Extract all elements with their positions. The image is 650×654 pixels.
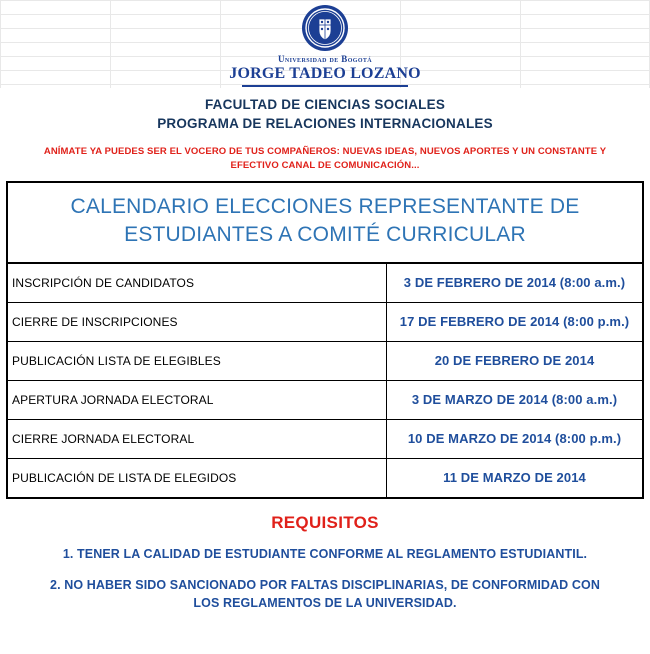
- event-label: CIERRE JORNADA ELECTORAL: [8, 420, 387, 458]
- event-date: 20 DE FEBRERO DE 2014: [434, 353, 595, 369]
- requirements-title: REQUISITOS: [271, 512, 379, 532]
- event-date: 17 DE FEBRERO DE 2014 (8:00 p.m.): [399, 314, 630, 330]
- program-name: PROGRAMA DE RELACIONES INTERNACIONALES: [157, 115, 493, 131]
- event-date: 3 DE MARZO DE 2014 (8:00 a.m.): [411, 392, 618, 408]
- requirement-item-2-line-2: LOS REGLAMENTOS DE LA UNIVERSIDAD.: [193, 596, 457, 611]
- institution-header: [0, 0, 650, 87]
- banner-line-2: EFECTIVO CANAL DE COMUNICACIÓN...: [230, 159, 420, 171]
- table-row: [8, 264, 642, 303]
- university-name: JORGE TADEO LOZANO: [229, 65, 421, 82]
- table-row: [8, 381, 642, 420]
- requirement-item-2-line-1: 2. NO HABER SIDO SANCIONADO POR FALTAS DISCIPLINARIAS, DE CONFORMIDAD CON: [50, 577, 600, 592]
- event-date: 10 DE MARZO DE 2014 (8:00 p.m.): [407, 431, 622, 447]
- event-label: PUBLICACIÓN LISTA DE ELEGIBLES: [8, 342, 387, 380]
- event-date: 3 DE FEBRERO DE 2014 (8:00 a.m.): [403, 275, 626, 291]
- university-seal-icon: [301, 4, 349, 52]
- requirement-item-2: [0, 576, 650, 614]
- table-row: [8, 459, 642, 497]
- event-label: APERTURA JORNADA ELECTORAL: [8, 381, 387, 419]
- faculty-name: FACULTAD DE CIENCIAS SOCIALES: [204, 96, 446, 112]
- table-row: [8, 420, 642, 459]
- requirement-item-1: 1. TENER LA CALIDAD DE ESTUDIANTE CONFORME AL REGLAMENTO ESTUDIANTIL.: [62, 546, 588, 561]
- logo-underline: [242, 85, 408, 87]
- calendar-title-line-2: ESTUDIANTES A COMITÉ CURRICULAR: [124, 223, 526, 247]
- table-row: [8, 303, 642, 342]
- table-row: [8, 342, 642, 381]
- event-label: PUBLICACIÓN DE LISTA DE ELEGIDOS: [8, 459, 387, 497]
- university-descriptor: Universidad de Bogotá: [277, 54, 373, 64]
- banner-line-1: ANÍMATE YA PUEDES SER EL VOCERO DE TUS COMPAÑEROS: NUEVAS IDEAS, NUEVOS APORTES Y UN CONSTANTE Y: [43, 145, 607, 157]
- calendar-title-line-1: CALENDARIO ELECCIONES REPRESENTANTE DE: [70, 195, 580, 219]
- event-label: INSCRIPCIÓN DE CANDIDATOS: [8, 264, 387, 302]
- event-label: CIERRE DE INSCRIPCIONES: [8, 303, 387, 341]
- calendar-title: [8, 183, 642, 264]
- event-date: 11 DE MARZO DE 2014: [443, 470, 586, 486]
- calendar-table: [6, 181, 644, 499]
- call-to-action-banner: [8, 145, 642, 174]
